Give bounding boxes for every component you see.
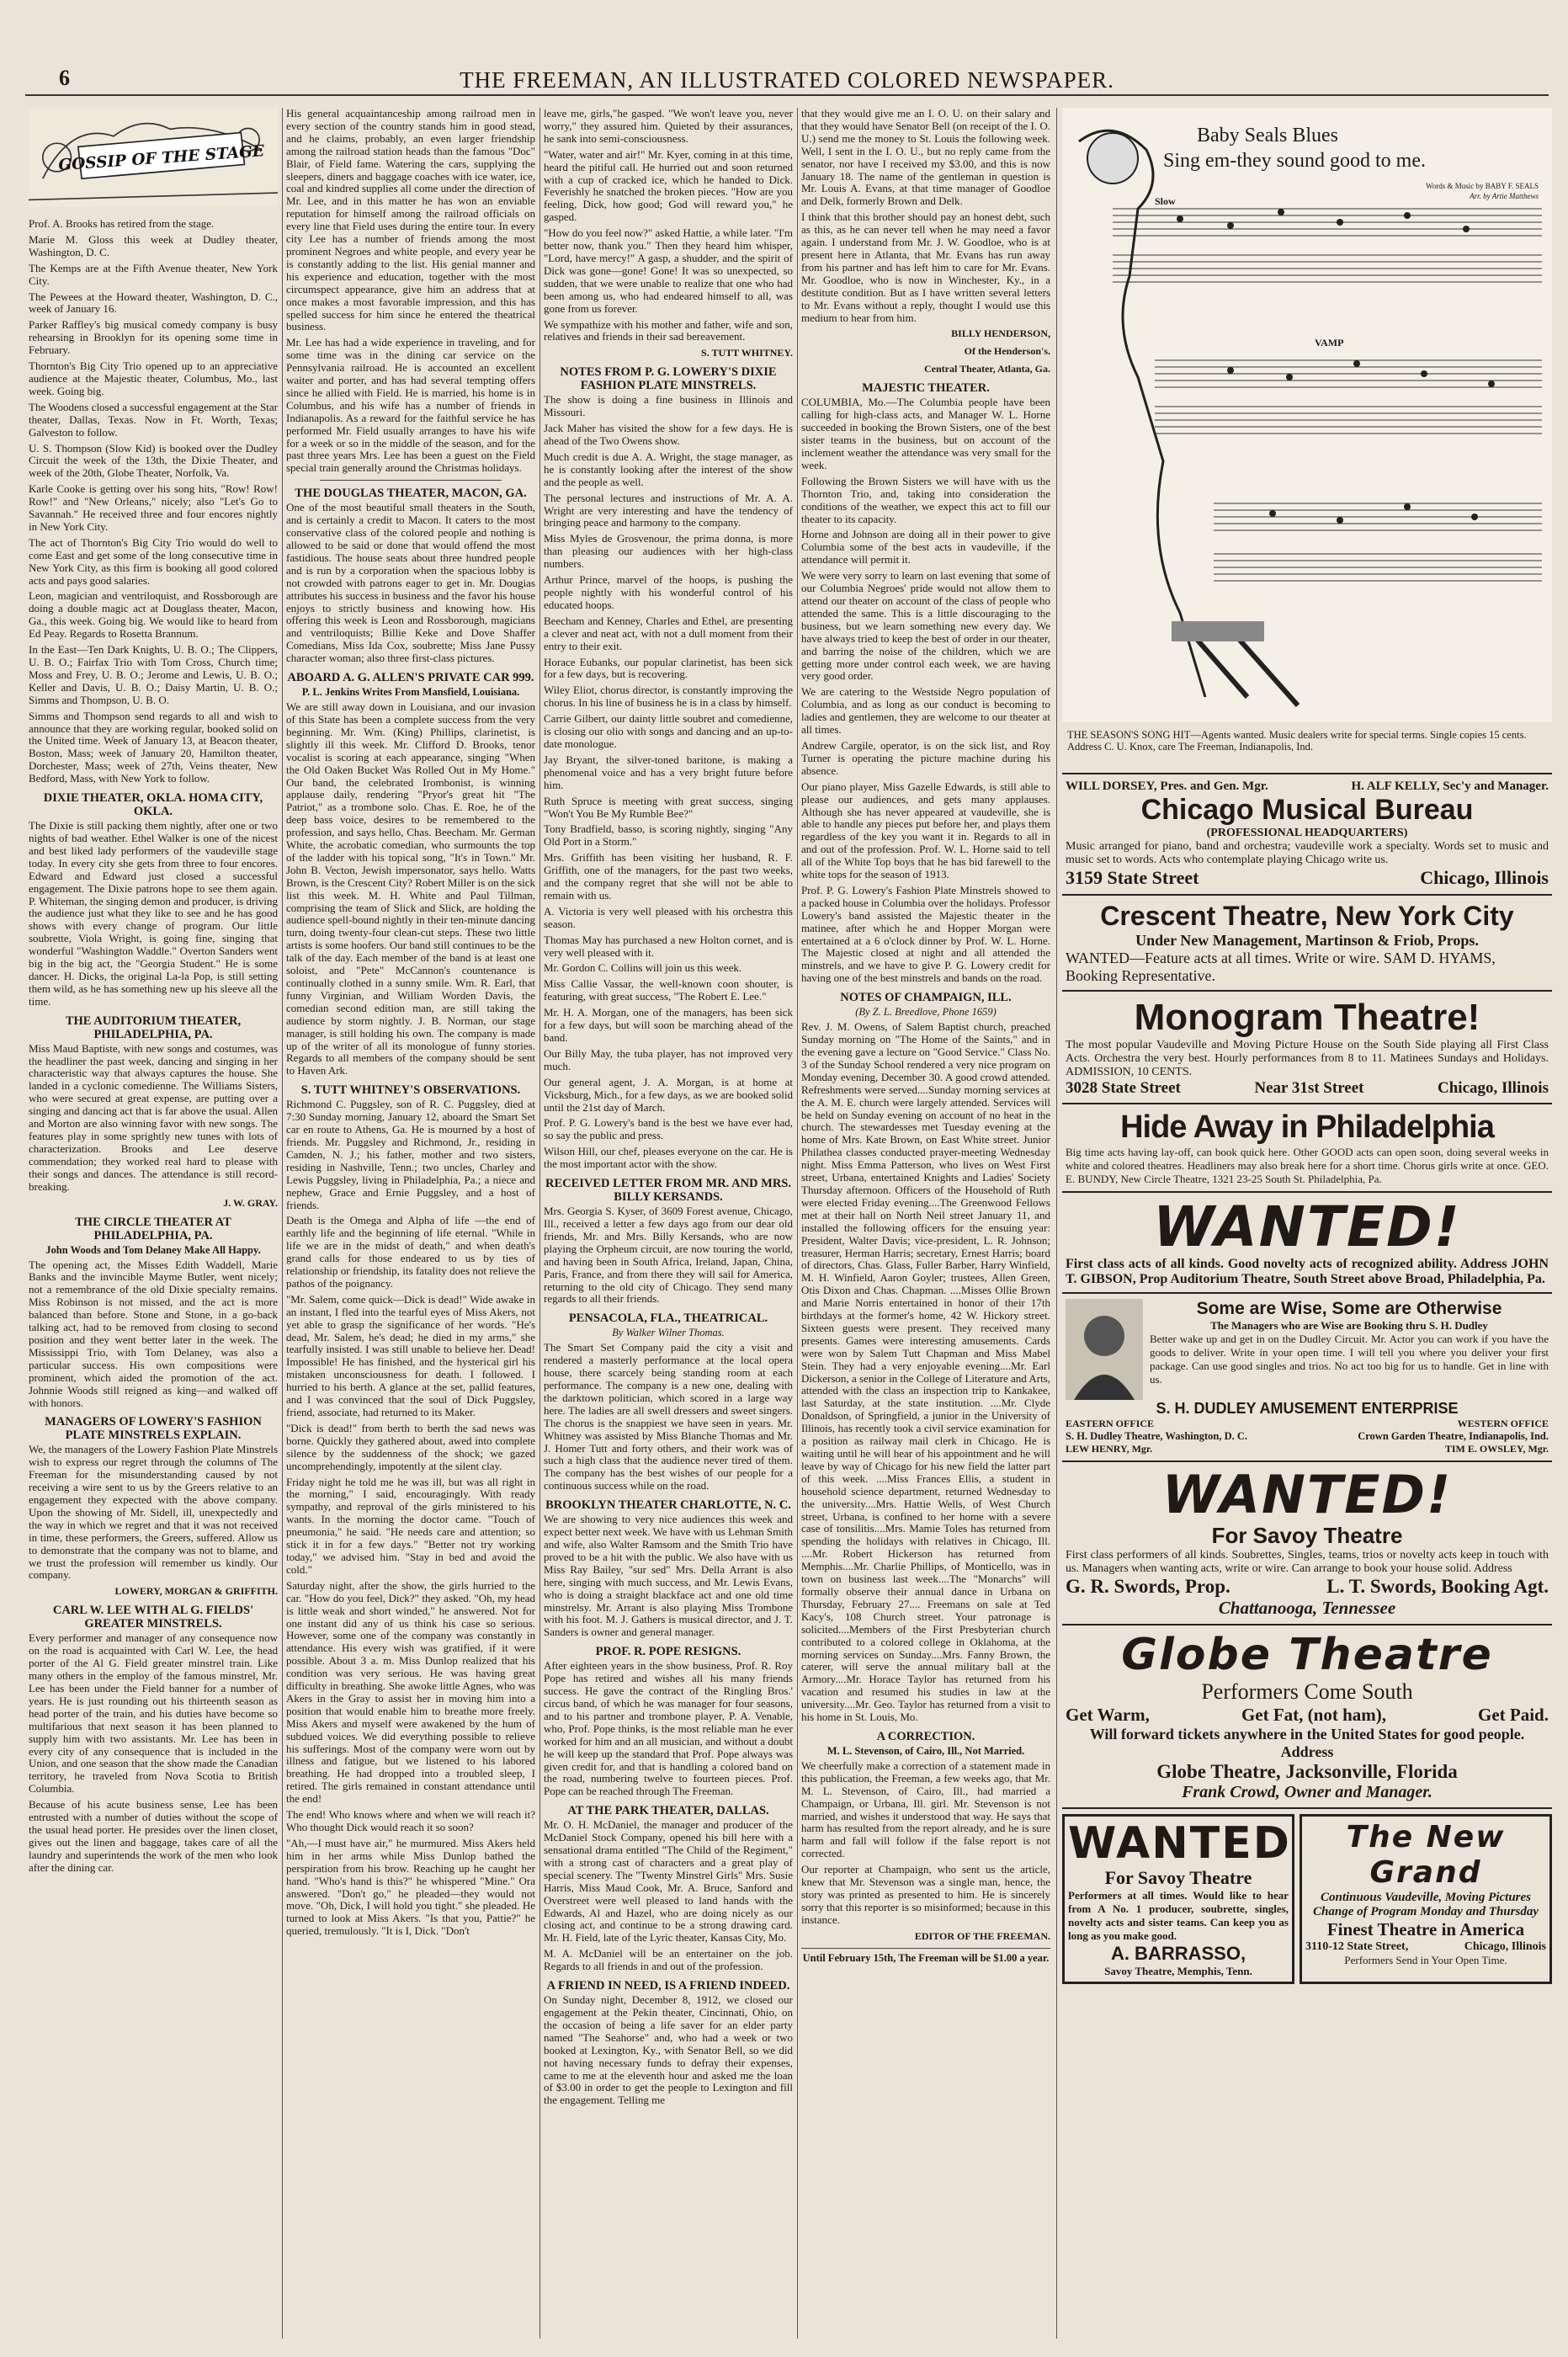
paragraph: On Sunday night, December 8, 1912, we closed our engagement at the Pekin theater, Cincinnati, Ohio, on the occasion of being a life saver for an elder party named "The Seahorse" and, who had a week or two booked at Lexington, Ky., with Senator Bell, so we did not having necessary funds to defray their expenses, came to me at the eleventh hour and asked me the loan of $3.00 in order to get the people to Lexington and fill the engagement. Telling me [544, 1993, 793, 2107]
lee-continued [286, 108, 535, 475]
paragraph: Our reporter at Champaign, who sent us the article, knew that Mr. Stevenson was a single man, hence, the story was printed as presented to him. He is sincerely sorry that this reporter is so misinformed; because in this instance. [801, 1863, 1050, 1926]
paragraph: The Smart Set Company paid the city a visit and rendered a masterly performance at the local opera house, there scarcely being standing room at each performance. The company is a new one, dealing with the darktown politician, which scored in a large way here. The ladies are all swell dressers and sweet singers. The chorus is the snappiest we have seen in years. Mr. Whitney was assisted by Miss Blanche Thomas and Mr. J. Homer Tutt and forty others, and their work was of such a high class that the audience never tired of them. The company has the best wishes of our people for a continuous success while on the road. [544, 1341, 793, 1492]
carl-lee-heading: CARL W. LEE WITH AL G. FIELDS' GREATER MINSTRELS. [52, 1604, 254, 1631]
paragraph: We were very sorry to learn on last evening that some of our Columbia Negroes' pride would not allow them to attend our theater on account of the class of people who attended the same. This is a little discouraging to the business, but we learn something new every day. We have always tried to keep the best of order in our theater, and barring the noise of the children, which we are getting more under control each week, we are having very good order. [801, 569, 1050, 683]
barrasso-address: Savoy Theatre, Memphis, Tenn. [1104, 1965, 1252, 1977]
song-subtitle: Sing em-they sound good to me. [1163, 150, 1426, 172]
paragraph: "Water, water and air!" Mr. Kyer, coming in at this time, heard the pitiful call. He hurried out and soon returned with a cup of cracked ice, which he handed to Dick. Feverishly he snatched the broken pieces. "How are you feeling, Dick, how good; God will reward you," he gasped. [544, 147, 793, 224]
paragraph: The Kemps are at the Fifth Avenue theater, New York City. [29, 261, 278, 287]
new-grand-ad [1300, 1814, 1552, 1984]
paragraph: Tony Bradfield, basso, is scoring nightly, singing "Any Old Port in a Storm." [544, 822, 793, 849]
paragraph: Arthur Prince, marvel of the hoops, is pushing the people nightly with his wonderful control of his educated hoops. [544, 573, 793, 611]
paragraph: The Pewees at the Howard theater, Washington, D. C., week of January 16. [29, 290, 278, 316]
bureau-text: Music arranged for piano, band and orchestra; vaudeville work a specialty. Words set to music and music set to words. Acts who contemplate playing Chicago write us. [1066, 840, 1549, 866]
paragraph: Prof. P. G. Lowery's band is the best we have ever had, so say the public and press. [544, 1116, 793, 1142]
paragraph: Mrs. Griffith has been visiting her husband, R. F. Griffith, one of the managers, for the past two weeks, and the company regret that she will not be able to remain with us. [544, 851, 793, 902]
friend-signature-group: Of the Henderson's. [964, 345, 1050, 358]
paragraph: leave me, girls,"he gasped. "We won't leave you, never worry," they assured him. Quieted by their assurances, he sank into semi-consciousness. [544, 108, 793, 145]
champaign-body [801, 1021, 1050, 1724]
song-credit: Words & Music by BABY F. SEALS [1426, 182, 1539, 190]
wanted-savoy-chattanooga-ad [1062, 1462, 1552, 1625]
hide-away-ad [1062, 1104, 1552, 1193]
carl-lee-body [29, 1632, 278, 1874]
song-tempo: Slow [1155, 195, 1176, 207]
paragraph: COLUMBIA, Mo.—The Columbia people have been calling for high-class acts, and Manager W. L. Horne succeeded in booking the Brown Sisters, one of the best sister teams in the business, but on account of the inclement weather the attendance was very small for the week. [801, 396, 1050, 471]
friend-signature-name: BILLY HENDERSON, [951, 327, 1050, 340]
paragraph: Miss Callie Vassar, the well-known coon shouter, is featuring, with great success, "The Robert E. Lee." [544, 977, 793, 1003]
park-body [544, 1819, 793, 1945]
paragraph: Thomas May has purchased a new Holton cornet, and is very well pleased with it. [544, 933, 793, 959]
page-header [25, 66, 1549, 96]
paragraph: The opening act, the Misses Edith Waddell, Marie Banks and the invincible Mayme Butler, went nicely; not a remembrance of the old Dixie specialty remains. Miss Robinson is not missed, and the act is more balanced than before. Stone and Stone, in a go-back talking act, had to be removed from closing to second position and they went better later in the week. The Mississippi Trio, with Tom Delaney, was also a particular success. His own compositions were prominent, which aided the promotion of the act. Johnnie Woods still reigned as king—and walked off with honors. [29, 1258, 278, 1409]
dixie-heading: DIXIE THEATER, OKLA. HOMA CITY, OKLA. [43, 791, 263, 819]
paragraph: U. S. Thompson (Slow Kid) is booked over the Dudley Circuit the week of the 13th, the Dixie Theater, and week of the 20th, Globe Theater, Norfolk, Va. [29, 441, 278, 480]
paragraph: I think that this brother should pay an honest debt, such as this, as he can never tell when he may need a favor again. I understand from Mr. J. W. Goodloe, who is at present here in Atlanta, that Mr. Evans has run away from his partner and has left him to care for Mr. Evans. Mr. Goodloe, who is now in Winchester, Ky., in a destitute condition. But as I have written several letters to Mr. Evans without a reply, thought I would use this medium to hear from him. [801, 210, 1050, 324]
allen-body [286, 701, 535, 1077]
paragraph: Richmond C. Puggsley, son of R. C. Puggsley, died at 7:30 Sunday morning, January 12, aboard the Smart Set car en route to Athens, Ga. He is mourned by a host of friends. Mr. Puggsley and Richmond, Jr., residing in Camden, N. J.; his father, mother and two sisters, residing in Nashville, Tenn.; two uncles, Charley and Lewis Puggsley, living in Philadelphia, Pa.; a niece and nephew, Grace and Ernie Puggsley, and a host of friends. [286, 1098, 535, 1211]
tutt-heading: S. TUTT WHITNEY'S OBSERVATIONS. [300, 1083, 521, 1098]
paragraph: His general acquaintanceship among railroad men in every section of the country stands him in good stead, and he claims, probably, an even larger friendship among the railroad station heads than the famous "Doc" Blair, of Field fame. Watering the cars, supplying the sleepers, diners and baggage coaches with ice water, ice, coal and kindred supplies all come under the direction of Mr. Lee, and in this matter he has won an enviable reputation for himself among the railroad officials on every line that Field uses during the entire tour. In every city Lee has a number of friends among the most prominent Negroes and white people, and every year he is constantly adding to the list. His genial manner and his experience and education, together with the most circumspect appearance, give him an address that at once makes a most favorable impression, and this has spelled success for him since he entered the theatrical business. [286, 108, 535, 333]
circle-body [29, 1259, 278, 1410]
grand-city: Chicago, Illinois [1464, 1940, 1546, 1953]
gossip-banner-illustration [29, 108, 278, 207]
paragraph: Andrew Cargile, operator, is on the sick list, and Roy Turner is operating the picture machine during his absence. [801, 738, 1050, 777]
park-heading: AT THE PARK THEATER, DALLAS. [567, 1804, 769, 1818]
paragraph: Jay Bryant, the silver-toned baritone, is making a phenomenal voice and has a very bright future before him. [544, 753, 793, 791]
grand-footer: Performers Send in Your Open Time. [1344, 1954, 1507, 1966]
majestic-heading: MAJESTIC THEATER. [862, 381, 990, 396]
paragraph: Our general agent, J. A. Morgan, is at home at Vicksburg, Mich., for a few days, as we are booked solid until the 21st day of March. [544, 1075, 793, 1114]
bureau-address: 3159 State Street [1066, 867, 1199, 888]
auditorium-signature: J. W. GRAY. [223, 1196, 278, 1209]
paragraph: Wilson Hill, our chef, pleases everyone on the car. He is the most important actor with the show. [544, 1145, 793, 1171]
dudley-title: Some are Wise, Some are Otherwise [1196, 1299, 1502, 1318]
paragraph: Karle Cooke is getting over his song hits, "Row! Row! Row!" and "New Orleans," nicely; also "Let's Go to Savannah." He received three and four encores nightly in New York City. [29, 482, 278, 533]
dudley-text: Better wake up and get in on the Dudley Circuit. Mr. Actor you can work if you have the goods to deliver. Write in your open time. I will tell you where you deliver your first package. Can use good singles and trios. No act too big for us to handle. Get in line with us. [1150, 1333, 1549, 1386]
paragraph: We sympathize with his mother and father, wife and son, relatives and friends in their sad bereavement. [544, 317, 793, 343]
correction-heading: A CORRECTION. [876, 1729, 975, 1743]
paragraph: The show is doing a fine business in Illinois and Missouri. [544, 393, 793, 419]
paragraph: Mr. Gordon C. Collins will join us this week. [544, 961, 742, 975]
lowery-body [544, 394, 793, 1171]
paragraph: One of the most beautiful small theaters in the South, and is certainly a credit to Macon. It caters to the most conservative class of the colored people and nothing is allowed to be said or done that would offend the most fastidious. The house seats about three hundred people and is run by a corporation when the spacious lobby is not crowded with patrons eager to get in. Mr. Dougias attributes his success in business and the favor his house enjoys to strictly business and knowing how. His offering this week is Leon and Rossborough, magicians and ventriloquists; Billie Keke and Dove Shaffer Comedians, Miss Ida Cox, soubrette; Miss Jane Pussy character woman; also three first-class pictures. [286, 501, 535, 665]
gossip-items [29, 218, 278, 785]
column-rule [539, 108, 540, 2338]
paragraph: "How do you feel now?" asked Hattie, a while later. "I'm better now, thank you." Then they heard him whisper, "Lord, have mercy!" A gasp, a shudder, and the spirit of Dick was gone—gone! Gone! It was so unexpected, so sudden, that we were unable to realize that one who had been among us, who had endeared himself to all, was gone from us forever. [544, 226, 793, 315]
savoy-proprietor: G. R. Swords, Prop. [1066, 1576, 1230, 1597]
paragraph: Mr. H. A. Morgan, one of the managers, has been sick for a few days, but will soon be marching ahead of the band. [544, 1006, 793, 1044]
pensacola-heading: PENSACOLA, FLA., THEATRICAL. [568, 1312, 768, 1326]
column-rule [797, 108, 798, 2338]
page-number: 6 [59, 66, 70, 90]
paragraph: "Dick is dead!" from berth to berth the sad news was borne. Quickly they gathered about, awed into complete silence by the suddenness of the shock; we gazed uncomprehendingly, impotently at the silent clay. [286, 1421, 535, 1472]
tutt-body [286, 1099, 535, 1938]
managers-signature: LOWERY, MORGAN & GRIFFITH. [114, 1585, 278, 1598]
crescent-title: Crescent Theatre, New York City [1100, 901, 1514, 931]
circle-subheading: John Woods and Tom Delaney Make All Happy. [45, 1243, 261, 1256]
allen-heading: ABOARD A. G. ALLEN'S PRIVATE CAR 999. [287, 671, 534, 685]
wanted-auditorium-ad [1062, 1193, 1552, 1294]
globe-theatre-ad [1062, 1625, 1552, 1809]
douglas-body [286, 502, 535, 665]
advertisement-column [1062, 108, 1552, 2338]
managers-heading: MANAGERS OF LOWERY'S FASHION PLATE MINSTRELS EXPLAIN. [45, 1415, 262, 1443]
brooklyn-heading: BROOKLYN THEATER CHARLOTTE, N. C. [545, 1498, 791, 1513]
paragraph: Jack Maher has visited the show for a few days. He is ahead of the Two Owens show. [544, 422, 793, 448]
paragraph: Parker Raffley's big musical comedy company is busy rehearsing in Brooklyn for its opening some time in February. [29, 318, 278, 357]
paragraph: Mrs. Georgia S. Kyser, of 3609 Forest avenue, Chicago, Ill., received a letter a few days ago from our dear old friends, Mr. and Mrs. Billy Kersands, who are now playing the Orpheum circuit, are now touring the world, and having been in South Africa, Ireland, Japan, China, Paris, France, and from there they will sail for America, returning to the old city of Chicago. They send many regards to all their friends. [544, 1205, 793, 1306]
correction-signature: EDITOR OF THE FREEMAN. [914, 1929, 1050, 1942]
hideaway-title: Hide Away in Philadelphia [1120, 1109, 1494, 1145]
bureau-city: Chicago, Illinois [1420, 867, 1549, 888]
park-closing: M. A. McDaniel will be an entertainer on the job. Regards to all friends in and out of the profession. [544, 1947, 793, 1973]
barrasso-title: WANTED [1068, 1818, 1291, 1869]
column-rule [282, 108, 283, 2338]
savoy-subtitle: For Savoy Theatre [1211, 1523, 1403, 1548]
champaign-heading: NOTES OF CHAMPAIGN, ILL. [840, 991, 1012, 1005]
bureau-subtitle: (PROFESSIONAL HEADQUARTERS) [1206, 827, 1408, 839]
brooklyn-body [544, 1514, 793, 1639]
barrasso-subtitle: For Savoy Theatre [1104, 1867, 1252, 1888]
auditorium-body [29, 1043, 278, 1194]
dudley-ad [1062, 1294, 1552, 1462]
paragraph: Carrie Gilbert, our dainty little soubret and comedienne, is closing our olio with songs and dancing and an up-to-date monologue. [544, 712, 793, 750]
dudley-west-address: Crown Garden Theatre, Indianapolis, Ind. [1358, 1430, 1549, 1442]
paragraph: The act of Thornton's Big City Trio would do well to come East and get some of the long consecutive time in New York City, as this firm is booking all good colored acts and pays good salaries. [29, 535, 278, 587]
paragraph: Because of his acute business sense, Lee has been entrusted with a number of duties without the scope of the usual head porter. He presides over the linen closet, gives out the linen and baggage, takes care of all the laundry and superintends the work of the men who look after the dining car. [29, 1798, 278, 1874]
paragraph: The end! Who knows where and when we will reach it? Who thought Dick would reach it so soon? [286, 1808, 535, 1833]
paragraph: Leon, magician and ventriloquist, and Rossborough are doing a double magic act at Douglass theater, Macon, Ga., this week. Going big. We would like to heard from Ed Peay. Regards to Rosetta Brannum. [29, 589, 278, 641]
paragraph: Marie M. Gloss this week at Dudley theater, Washington, D. C. [29, 232, 278, 258]
dudley-west-label: WESTERN OFFICE [1457, 1418, 1549, 1429]
crescent-text: WANTED—Feature acts at all times. Write or wire. SAM D. HYAMS, Booking Representative. [1066, 950, 1496, 984]
barrasso-name: A. BARRASSO, [1110, 1943, 1246, 1964]
savoy-text: First class performers of all kinds. Soubrettes, Singles, teams, trios or novelty acts keep in touch with us. Managers when wanting acts, write or wire. Can arrange to book your house solid. Address [1066, 1549, 1549, 1575]
globe-address: Globe Theatre, Jacksonville, Florida [1156, 1761, 1458, 1782]
grand-subtitle-1: Continuous Vaudeville, Moving Pictures [1320, 1891, 1532, 1904]
paragraph: Every performer and manager of any consequence now on the road is acquainted with Carl W. Lee, the head porter of the Al G. Field greater minstrel train. Like many others in the employ of the famous minstrel, Mr. Lee has been under the Field banner for a number of years. He is just rounding out his thirteenth season as head porter of the train, and his duties have become so multifarious that next season it has been planned to supply him with two assistants. Mr. Lee has been in every city of any consequence that is included in the Union, and one season that the show made the Canadian territory, he traveled from Nova Scotia to British Columbia. [29, 1631, 278, 1796]
wanted-title: WANTED! [1153, 1194, 1461, 1259]
paragraph: A. Victoria is very well pleased with his orchestra this season. [544, 904, 793, 930]
globe-warm: Get Warm, [1066, 1705, 1150, 1725]
paragraph: Miss Maud Baptiste, with new songs and costumes, was the headliner the past week, dancing and singing in her characteristic way that always captures the house. She landed in a cyclonic comedienne. The Williams Sisters, who were secured at great expense, are putting over a singing and dancing act that is far above the usual. Allen and Morton are also winning favor with new songs. The features play in some sprightly new tunes with lots of characterization. Brooks and Lee deserve commendation; they worked real hard to please with their songs and dances. The attendance is still record-breaking. [29, 1041, 278, 1193]
dudley-east-label: EASTERN OFFICE [1066, 1418, 1155, 1429]
globe-paid: Get Paid. [1478, 1705, 1549, 1725]
paragraph: Horne and Johnson are doing all in their power to give Columbia some of the best acts in vaudeville, if the attendance will permit it. [801, 528, 1050, 567]
paragraph: Miss Myles de Grosvenour, the prima donna, is more than pleasing our audiences with her high-class numbers. [544, 532, 793, 571]
savoy-booking-agent: L. T. Swords, Booking Agt. [1326, 1576, 1549, 1597]
paragraph: We, the managers of the Lowery Fashion Plate Minstrels wish to express our regret through the columns of The Freeman for the misunderstanding caused by not receiving a wire sent to us by the Greers relative to an engagement they expected with the above company. Upon the showing of Mr. Sidell, ill, unexpectedly and the way in which we regret and that it was not received in time, these performers, the Greers, suffered. Allow us to demonstrate that the company was not to blame, and we trust the profession will remember us kindly. Our company. [29, 1443, 278, 1582]
paragraph: After eighteen years in the show business, Prof. R. Roy Pope has retired and wishes all his many friends success. He gave the contract of the Ringling Bros.' circus band, of which he was manager for four seasons, and to his partner and trombone player, P. A. Venable, who, Prof. Pope thinks, is the most reliable man he ever worked for him and an all musician, and without a doubt he will keep up the standard that Prof. Pope always was given credit for, and that is handling a colored band on the road, numbering twelve to fourteen pieces. Prof. Pope can be reached through The Freeman. [544, 1659, 793, 1798]
paragraph: Wiley Eliot, chorus director, is constantly improving the chorus. In his line of business he is in a class by himself. [544, 684, 793, 710]
paragraph: We cheerfully make a correction of a statement made in this publication, the Freeman, a few weeks ago, that Mr. M. L. Stevenson, of Cairo, Ill., had married a Champaign, or Urbana, Ill. girl. Mr. Stevenson is not married, and wishes it understood that way. He says that harm has resulted from the report already, and he is sure harm and fall will follow if the false report is not corrected. [801, 1758, 1050, 1860]
barrasso-text: Performers at all times. Would like to hear from A No. 1 producer, soubrette, singles, novelty acts and sister teams. Can keep you as long as you make good. [1068, 1889, 1289, 1942]
banner-title: GOSSIP OF THE STAGE [57, 142, 265, 175]
hideaway-text: Big time acts having lay-off, can book quick here. Other GOOD acts can open soon, doing several weeks in white and colored theatres. Headliners may also break here for a short time. Chorus girls write at once. GEO. E. BUNDY, New Circle Theatre, 1321 23-25 South St. Philadelphia, Pa. [1066, 1146, 1549, 1185]
column-4 [801, 108, 1050, 2338]
paragraph: We are still away down in Louisiana, and our invasion of this State has been a complete success from the very beginning. Mr. Wm. (King) Phillips, clarinetist, is slightly ill this week. Mr. Clifford D. Brooks, tenor vocalist is scoring at each appearance, singing "When the Old Oaken Bucket Was Rolled Out in My Home." Our band, the celebrated Irombonist, is winning applause daily, rendering "Pryor's great hit "The Patriot," as a trombone solo. Chas. E. Roe, he of the deep bass voice, desires to be remembered to the profession, and says hello, Chas. Beecham. Mr. German White, the acrobatic comedian, who surmounts the top of the ladder with his topical song, "It's in Town." Mr. John B. Vecton, Jewish impersonator, says hello. Watts Brown, is the Crescent City? Robert Miller is on the sick list this week. M. H. White and Paul Tillman, comprising the team of Slick and Slick, are holding the audience spell-bound nightly in their ten-minute dancing turn, doing twenty-four clean-cut steps. These two little artists is some hoofers. Our band still continues to be the talk of the day. Each member of the band is at least one soloist, and "Pete" McCannon's countenance is continually clothed in a sunny smile. Wm. R. Earl, that funny Virginian, and William Worden Davis, the comedian second edition man, are still taking the audience by storm nightly. J. B. Norman, our stage manager, is still holding his own. The company is made up of the writer of all its monologue of funny stories. Regards to all members of the company should be sent to Haven Ark. [286, 700, 535, 1077]
dudley-portrait-image [1066, 1299, 1143, 1400]
paragraph: Rev. J. M. Owens, of Salem Baptist church, preached Sunday morning on "The Home of the Saints," and in the evening gave a lecture on "Good Service." Class No. 3 of the Sunday School rendered a very nice program on Monday evening, December 30. A good crowd attended. Refreshments were served....Sunday morning services at the A. M. E. church were largely attended. Services will be held on Sunday evening on account of no heat in the church. The stewardesses met Tuesday evening at the home of Mrs. Kate Brown, on East White street. Junior Philathea classes conducted prayer-meeting Wednesday night. Miss Emma Patterson, who lives on West First street, Urbana, entertained Knights and Ladies' Society Thursday afternoon. Officers of the Household of Ruth were elected Friday evening....The Greenwood Fellows met at their hall on North Neil street January 11, and installed the following officers for the ensuing year: President, Walter Davis; vice-president, L. R. Johnson; treasurer, Herman Harris; secretary, Ernest Harris; board of directors, Chas. Glass, Fuller Barber, Harry Winfield, M. H. Winfield, Aaron Goyler; trustees, Allen Green, Otis Dixon and Chas. Chapman. ....Misses Ollie Brown and Marie Norris entertained in honor of their 17th birthdays at the former's home, 42 W. Hickory street. Sixteen guests were present. They received many presents. Games were interesting amusements. Cards were won by Salem Tutt Chapman and Miss Mabel Stein. They had a very enjoyable evening....Mr. Earl Dickerson, a senior in the College of Literature and Arts, attended with the class an inspection trip to Kankakee, last Saturday, at the state institution. ....Mr. Clyde Donaldson, of Springfield, a junior in the University of Illinois, has recently took a civil service examination for a position as railway mail clerk in Chicago. He is waiting until he will hear of his appointment and he will leave by way of Chicago for his new field the latter part of this week. ....Miss Frances Ellis, a student in household science department, returned Wednesday to the university....Mrs. Hattie Wells, of West Church street, Urbana, is confined to her home with a severe case of tonsilitis....Mrs. Mamie Toles has returned from spending the holidays with relatives in Chicago, Ill. ....Mr. Robert Hickerson has returned from Memphis....Mr. Charlie Phillips, of Monticello, was in town on business last week....The "Monarchs" will formally observe their annual dance in Urbana on Thursday, February 27.... Freemans on sale at Ted Kacy's, 108 Church street. Your patronage is solicited....Members of the First Presbyterian church contributed to a colored college in Oklahoma, at the morning services on Sunday....Mrs. Fanny Brown, the caterer, will serve the annual military ball at the Armory....Mr. Horace Taylor has returned from his vacation and resumed his studies in law at the university....Mr. Geo. Taylor has returned from a visit to his home in St. Louis, Mo. [801, 1020, 1050, 1724]
paragraph: Mr. Lee has had a wide experience in traveling, and for some time was in the dining car service on the Pennsylvania railroad. He is accounted an excellent waiter and porter, and has had several tempting offers since he allied with Field. He is married, his home is in Columbus, and his wife has a number of friends in Indianapolis. As a reward for the faithful service he has performed Mr. Field usually arranges to have his wife for a week or so in the middle of the season, and for the past three years Mrs. Lee has been a guest on the Field special train generally around the Christmas holidays. [286, 336, 535, 475]
champaign-byline: (By Z. L. Breedlove, Phone 1659) [855, 1006, 997, 1019]
paragraph: In the East—Ten Dark Knights, U. B. O.; The Clippers, U. B. O.; Fairfax Trio with Tom Cross, Church time; Moss and Frey, U. B. O.; Jerome and Lewis, U. B. O.; Keller and Davis, U. B. O.; Daisy Martin, U. B. O.; Simms and Thompson, U. B. O. [29, 643, 278, 706]
monogram-address: 3028 State Street [1066, 1079, 1181, 1097]
crescent-theatre-ad [1062, 896, 1552, 992]
pope-body [544, 1660, 793, 1798]
barrasso-ad [1062, 1814, 1294, 1984]
savoy-city: Chattanooga, Tennessee [1218, 1598, 1396, 1618]
grand-subtitle-2: Change of Program Monday and Thursday [1313, 1905, 1539, 1918]
friend-body [544, 1994, 793, 2107]
paper-title: THE FREEMAN, AN ILLUSTRATED COLORED NEWSPAPER. [460, 67, 1114, 93]
song-arranger: Arr. by Artie Matthews [1470, 192, 1539, 200]
dudley-west-manager: TIM E. OWSLEY, Mgr. [1444, 1443, 1549, 1455]
paragraph: Our Billy May, the tuba player, has not improved very much. [544, 1046, 793, 1072]
crescent-subtitle: Under New Management, Martinson & Friob, Props. [1135, 932, 1479, 949]
monogram-near: Near 31st Street [1254, 1079, 1364, 1097]
globe-owner: Frank Crowd, Owner and Manager. [1182, 1783, 1432, 1801]
paragraph: Horace Eubanks, our popular clarinetist, has been sick for a few days, but is recovering. [544, 655, 793, 681]
paragraph: Friday night he told me he was ill, but was all right in the morning," I said, encouragingly. With ready sympathy, and reproval of the girls ministered to his wants. In the morning the doctor came. "Touch of pneumonia," he said. "He needs care and attention; so stick it in for a few days." "Better not try working today," we advised him. "Stay in bed and avoid the cold." [286, 1475, 535, 1576]
monogram-theatre-ad [1062, 992, 1552, 1104]
chicago-musical-bureau-ad [1062, 774, 1552, 896]
grand-address: 3110-12 State Street, [1305, 1940, 1409, 1953]
paragraph: Following the Brown Sisters we will have with us the Thornton Trio, and, taking into consideration the conditions of the weather, we expect this act to fill our theater to its capacity. [801, 474, 1050, 525]
tutt-signature: S. TUTT WHITNEY. [701, 347, 793, 359]
paragraph: We are showing to very nice audiences this week and expect better next week. We have with us Lehman Smith and wife, also Walter Ramsom and the Smith Trio have proved to be a hit with the public. We also have with us Miss Ray Bailey, "sur sed" Mrs. Della Arrant is also here, singing with much success, and Mr. Lewis Evans, who is doing a straight blackface act and one old time minstrelsy. Mr. Arrant is also playing Miss Trombone with his foot. M. J. Gathers is musical director, and J. T. Sanders is owner and general manager. [544, 1513, 793, 1639]
dudley-east-address: S. H. Dudley Theatre, Washington, D. C. [1066, 1430, 1248, 1442]
paragraph: Prof. A. Brooks has retired from the stage. [29, 217, 215, 230]
douglas-heading: THE DOUGLAS THEATER, MACON, GA. [295, 487, 527, 501]
monogram-title: Monogram Theatre! [1134, 997, 1480, 1038]
monogram-text: The most popular Vaudeville and Moving Picture House on the South Side playing all First Class Acts. Orchestra the very best. Hourly performances from 8 to 11. Matinees Sundays and Holidays. ADMISSION, 10 CENTS. [1066, 1039, 1549, 1078]
column-rule [1056, 108, 1057, 2338]
divider [320, 480, 502, 481]
friend-signature-place: Central Theater, Atlanta, Ga. [924, 363, 1050, 375]
paragraph: Death is the Omega and Alpha of life —the end of earthly life and the beginning of life eternal. "While in life we are in the midst of death," and when death's grand calls for those endeared to us by ties of relationship or friendship, its fatality does not relieve the pathos of the poignancy. [286, 1214, 535, 1290]
paragraph: Ruth Spruce is meeting with great success, singing "Won't You Be My Rumble Bee?" [544, 794, 793, 820]
pope-heading: PROF. R. POPE RESIGNS. [595, 1645, 741, 1659]
column-3 [544, 108, 793, 2338]
dudley-subtitle: The Managers who are Wise are Booking thru S. H. Dudley [1210, 1319, 1488, 1332]
bureau-title: Chicago Musical Bureau [1140, 794, 1474, 826]
bottom-ads-row [1062, 1809, 1552, 1984]
monogram-city: Chicago, Illinois [1438, 1079, 1549, 1097]
managers-body [29, 1444, 278, 1582]
pensacola-body [544, 1342, 793, 1492]
bureau-secretary: H. ALF KELLY, Sec'y and Manager. [1351, 779, 1549, 793]
paragraph: Prof. P. G. Lowery's Fashion Plate Minstrels showed to a packed house in Columbia over the holidays. Professor Lowery's band assisted the Majestic theater in the matinee, after which he and Hopper Morgan were entertained at a 6 o'clock dinner by Prof. W. L. Horne. The Majestic closed at night and all attended the minstrels, and we have to give P. G. Lowery credit for having one of the best minstrels and bands on the road. [801, 883, 1050, 985]
allen-subheading: P. L. Jenkins Writes From Mansfield, Louisiana. [301, 686, 520, 699]
song-vamp: VAMP [1315, 337, 1344, 348]
dudley-east-manager: LEW HENRY, Mgr. [1066, 1443, 1153, 1455]
paragraph: Thornton's Big City Trio opened up to an appreciative audience at the Majestic theater, Columbus, Mo., last week. Going big. [29, 359, 278, 397]
dixie-body [29, 820, 278, 1008]
grand-subtitle-3: Finest Theatre in America [1326, 1919, 1525, 1939]
paragraph: that they would give me an I. O. U. on their salary and that they would have Senator Bell (on receipt of the I. O. U.) send me the money to St. Louis the following week. Well, I sent in the I. O. U., but no reply came from the senator, nor have I received my $3.00, and this is now January 18. The name of the gentleman in question is Mr. Louis A. Evans, at that time manager of Goodloe and Delk, formerly Brown and Delk. [801, 108, 1050, 208]
bureau-president: WILL DORSEY, Pres. and Gen. Mgr. [1066, 779, 1268, 793]
paragraph: Our piano player, Miss Gazelle Edwards, is still able to please our audiences, and gets many applauses. Although she has never appeared at vaudeville, she is able to handle any pieces put before her, and plays them regardless of the key you want it in. Regards to all in and out of the profession. Prof. W. L. Horne said to tell all of the White Top boys that he has bid farewell to the white tops for the season of 1913. [801, 779, 1050, 881]
paragraph: Simms and Thompson send regards to all and wish to announce that they are working regular, booked solid on the United time. Week of January 13, at Beacon theater, Boston, Mass; week of January 20, Hamilton theater, Dorchester, Mass; week of 27th, Veins theater, New Bedford, Mass, with New York to follow. [29, 709, 278, 785]
paragraph: The personal lectures and instructions of Mr. A. A. Wright are very interesting and have the tendency of bringing peace and harmony to the company. [544, 491, 793, 529]
paragraph: "Ah,—I must have air," he murmured. Miss Akers held him in her arms while Miss Dunlop bathed the perspiration from his brow. Reaching up he caught her hand. "Who's hand is this?" he whispered "Mine." Ora answered. "Don't go," he pleaded—they would not move. "Oh, Dick, I will hold you tight." she pleaded. He turned to look at Miss Akers. "Is that you, Pattie?" he queried, tremulously. "It is I, Dick. "Don't [286, 1836, 535, 1938]
column-2 [286, 108, 535, 2338]
globe-subtitle: Performers Come South [1201, 1679, 1413, 1704]
globe-fat: Get Fat, (not ham), [1241, 1705, 1386, 1725]
auditorium-heading: THE AUDITORIUM THEATER, PHILADELPHIA, PA. [65, 1014, 242, 1041]
kersands-heading: RECEIVED LETTER FROM MR. AND MRS. BILLY KERSANDS. [545, 1177, 792, 1205]
lowery-heading: NOTES FROM P. G. LOWERY'S DIXIE FASHION PLATE MINSTRELS. [560, 365, 777, 393]
correction-body [801, 1760, 1050, 1927]
paragraph: Much credit is due A. A. Wright, the stage manager, as he is constantly looking after the interest of the show and the people as well. [544, 450, 793, 488]
tutt-continued [544, 108, 793, 343]
paragraph: "Mr. Salem, come quick—Dick is dead!" Wide awake in an instant, I fled into the tearful eyes of Miss Akers, not yet able to grasp the significance of her words. "He's dead, Mr. Salem, he's dead; he died in my arms," she tearfully insisted. I was still unable to believe her. Dead! Impossible! He has finished, and the hysterical girl his mistaken unconsciousness for death. I followed. I hurried to his berth. A glance at the set, pallid features, and I was convinced that the soul of Dick Puggsley, friend, associate, had returned to its Maker. [286, 1292, 535, 1418]
paragraph: The Woodens closed a successful engagement at the Star theater, Dallas, Texas. Now in Ft. Worth, Texas; Galveston to follow. [29, 400, 278, 439]
friend-continued [801, 108, 1050, 324]
song-caption: THE SEASON'S SONG HIT—Agents wanted. Music dealers write for special terms. Single copies 15 cents. Address C. U. Knox, care The Freeman, Indianapolis, Ind. [1067, 729, 1527, 753]
correction-subheading: M. L. Stevenson, of Cairo, Ill., Not Married. [827, 1744, 1025, 1757]
song-title: Baby Seals Blues [1197, 125, 1338, 146]
grand-title: The New Grand [1346, 1820, 1506, 1890]
sheet-music-ad [1062, 108, 1552, 774]
column-1 [29, 108, 278, 2338]
globe-text: Will forward tickets anywhere in the United States for good people. Address [1089, 1726, 1525, 1760]
subscription-notice: Until February 15th, The Freeman will be $1.00 a year. [801, 1948, 1050, 1964]
majestic-body [801, 396, 1050, 985]
paragraph: The Dixie is still packing them nightly, after one or two nights of bad weather. Ethel Walker is one of the nicest and best liked lady performers of the vaudeville stage today. In every city she gets from three to four encores. Edward and Edward just closed a successful engagement. The Dixie patrons hope to see them again. P. Whiteman, the singing demon and producer, is driving the audience just what they like to see and he has good shows with every change of program. Our little soubrette, Viola Wright, is going fine, singing that wonderful "Washington Waddle." Overton Sanders went big in the big act, the "Georgia Student." He is some dancer. H. Dicks, the original La-la Pop, is still setting them wild, as he has something new up his sleeve all the time. [29, 819, 278, 1008]
savoy-wanted-title: WANTED! [1161, 1464, 1453, 1525]
paragraph: Saturday night, after the show, the girls hurried to the car. "How do you feel, Dick?" they asked. "Oh, my head is little weak and short winded," he answered. Not for one instant did any of us think his case so serious. However, some one of the company was constantly in attendance. His every wish was gratified, if it were possible. About 3 a. m. Miss Dunlop realized that his condition was very serious. He was having great difficulty in breathing. She awoke little Agnes, who was Akers in the Gray to assist her in moving him into a position that would enable him to breathe more freely. Miss Akers and myself were awakened by the hum of subdued voices. We did everything possible to relieve his sufferings. Most of the company were worn out by illness and fatigue, but we listened to his labored breathing. He had dropped into a troubled sleep, I retired. The girls remained in constant attendance until the end! [286, 1578, 535, 1806]
paragraph: Mr. O. H. McDaniel, the manager and producer of the McDaniel Stock Company, opened his bill here with a sensational drama entitled "The Child of the Regiment," with a strong cast of characters and a great play of special scenery. The "Twenty Minstrel Girls" Mrs. Susie Harris, Miss Maud Cook, Mr. A. Bruce, Sanford and Overstreet were well pleased to land hands with the Edwards, Al and Hazel, who are doing nicely as our closing act, and continue to be a strong drawing card. Mr. H. Field, late of the Lyric theater, Kansas City, Mo. [544, 1818, 793, 1945]
wanted-text: First class acts of all kinds. Good novelty acts of recognized ability. Address JOHN T. GIBSON, Prop Auditorium Theatre, South Street above Broad, Philadelphia, Pa. [1066, 1257, 1549, 1286]
dudley-name: S. H. DUDLEY AMUSEMENT ENTERPRISE [1156, 1400, 1459, 1417]
circle-heading: THE CIRCLE THEATER AT PHILADELPHIA, PA. [75, 1215, 231, 1242]
pensacola-byline: By Walker Wilner Thomas. [612, 1327, 725, 1339]
friend-heading: A FRIEND IN NEED, IS A FRIEND INDEED. [546, 1979, 790, 1993]
paragraph: Beecham and Kenney, Charles and Ethel, are presenting a clever and neat act, with not a dull moment from their entry to their exit. [544, 614, 793, 652]
paragraph: We are catering to the Westside Negro population of Columbia, and as long as our conduct is becoming to ladies and gentlemen, they are welcome to our theater at all times. [801, 685, 1050, 737]
kersands-body [544, 1205, 793, 1306]
globe-title: Globe Theatre [1121, 1630, 1493, 1680]
